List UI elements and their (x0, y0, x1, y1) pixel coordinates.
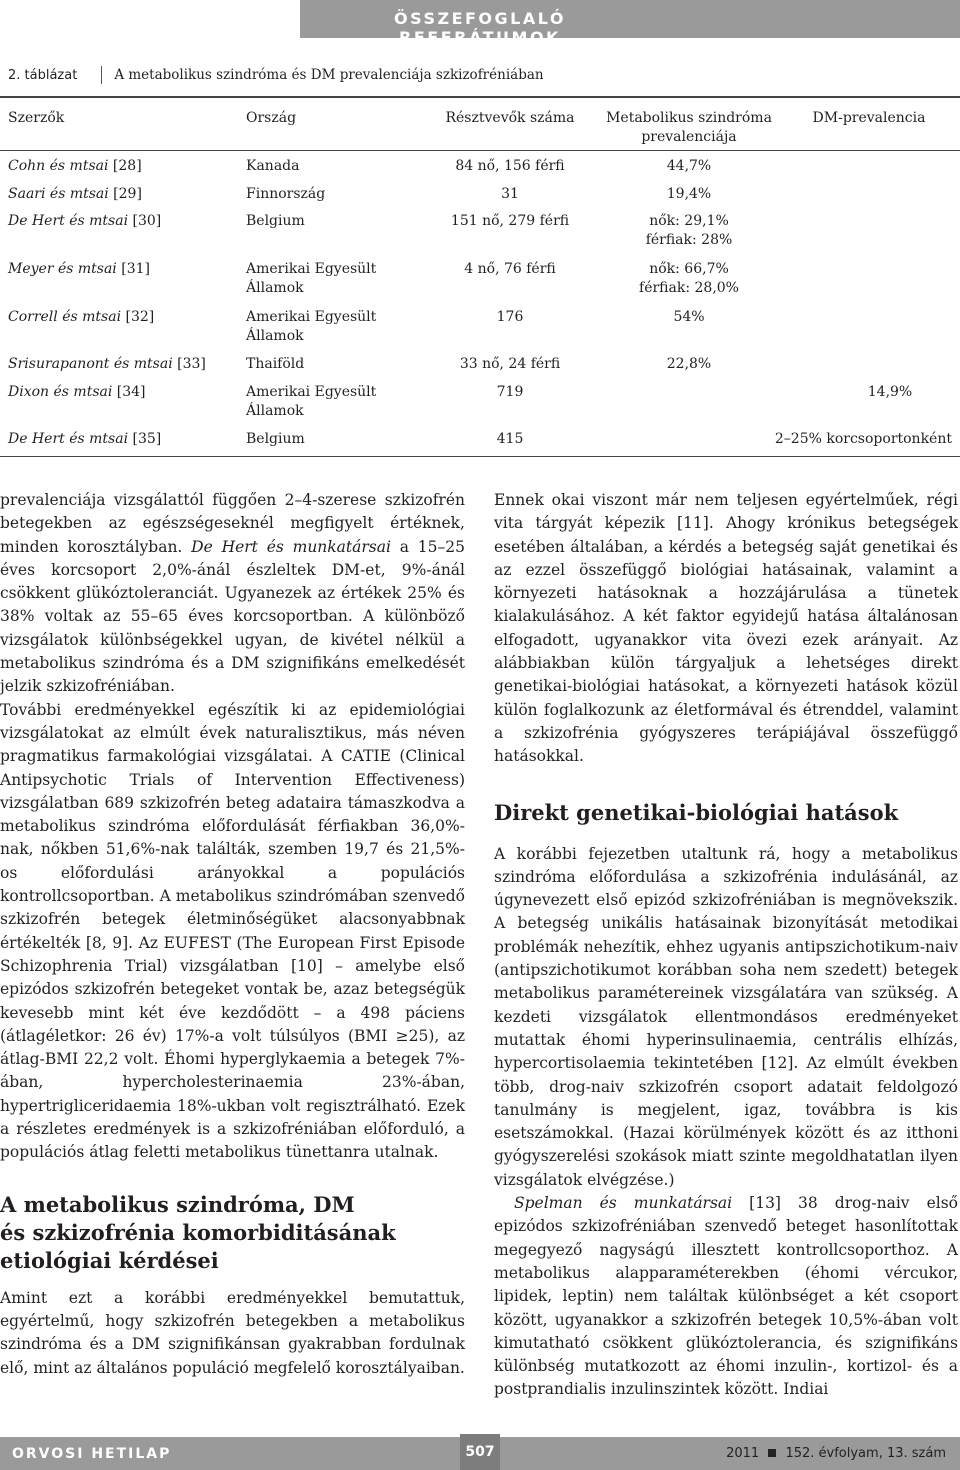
col-header-participants: Résztvevők száma (445, 110, 575, 126)
left-heading: A metabolikus szindróma, DM és szkizofrénia komorbiditásának etiológiai kérdései (0, 1191, 396, 1273)
table-cell-participants: 151 nő, 279 férfi (450, 213, 570, 229)
table-title: A metabolikus szindróma és DM prevalenciája szkizofréniában (114, 67, 544, 83)
table-top-rule (0, 96, 960, 98)
table-cell-participants: 84 nő, 156 férfi (455, 158, 565, 174)
caption-divider (101, 66, 102, 84)
table-cell-author: Cohn és mtsai [28] (8, 158, 142, 174)
table-cell-country: Kanada (246, 158, 300, 174)
table-cell-country-line2: Államok (246, 328, 304, 344)
table-cell-ms: nők: 66,7% (649, 261, 729, 277)
table-bottom-rule (0, 456, 960, 457)
table-cell-author: Meyer és mtsai [31] (8, 261, 150, 277)
table-cell-participants: 719 (496, 384, 524, 400)
left-paragraph-2: További eredményekkel egészítik ki az epidemiológiai vizsgálatokat az elmúlt évek naturalisztikus, más néven pragmatikus farmakológiai vizsgálatai. A CATIE (Clinical Antipsychotic Trials of Intervention Effectiveness) vizsgálatban 689 szkizofrén beteg adataira támaszkodva a metabolikus szindróma előfordulását férfiakban 36,0%-nak, nőkben 51,6%-nak találták, szemben 19,7 és 21,5%-os előfordulási arányokkal a populációs kontrollcsoportban. A metabolikus szindrómában szenvedő szkizofrén betegek életminőségüket alacsonyabbnak értékelték [8, 9]. Az EUFEST (The European First Episode Schizophrenia Trial) vizsgálatban [10] – amelybe első epizódos szkizofrén betegeket vontak be, azaz betegségük kevesebb mint két éve kezdődött – a 498 páciens (átlagéletkor: 26 év) 17%-a volt túlsúlyos (BMI ≥25), az átlag-BMI 22,2 volt. Éhomi hyperglykaemia a betegek 7%-ában, hypercholesterinaemia 23%-ában, hypertrigliceridaemia 18%-ukban volt regisztrálható. Ezek a részletes eredmények is a szkizofréniában előforduló, a populációs átlag feletti metabolikus tünettanra utalnak. (0, 700, 465, 1162)
table-cell-country: Belgium (246, 213, 305, 229)
table-cell-country-line2: Államok (246, 280, 304, 296)
table-cell-ms: 54% (673, 309, 705, 325)
col-header-ms-line2: prevalenciája (641, 129, 737, 145)
table-cell-participants: 4 nő, 76 férfi (464, 261, 556, 277)
issue-info: 2011 152. évfolyam, 13. szám (726, 1446, 946, 1461)
col-header-country: Ország (246, 110, 297, 126)
table-cell-ms: 22,8% (666, 356, 712, 372)
table-cell-ms-line2: férfiak: 28,0% (639, 280, 739, 296)
left-paragraph-1: prevalenciája vizsgálattól függően 2–4-szerese szkizofrén betegekben az egészségeseknél megfigyelt értéknek, minden korosztályban. De Hert és munkatársai a 15–25 éves korcsoport 2,0%-ánál észleltek DM-et, 9%-ánál csökkent glükóztoleranciát. Ugyanezek az értékek 25% és 38% voltak az 55–65 éves korcsoportban. A különböző vizsgálatok különbségekkel ugyan, de kivétel nélkül a metabolikus szindróma és a DM szignifikáns emelkedését jelzik szkizofréniában. (0, 491, 466, 696)
table-cell-participants: 415 (496, 431, 524, 447)
col-header-dm: DM-prevalencia (812, 110, 926, 126)
col-header-authors: Szerzők (8, 110, 65, 126)
table-cell-author: Dixon és mtsai [34] (8, 384, 146, 400)
table-cell-author: De Hert és mtsai [35] (8, 431, 162, 447)
table-cell-participants: 31 (501, 186, 519, 202)
table-caption (8, 66, 544, 84)
right-heading: Direkt genetikai-biológiai hatások (494, 799, 899, 825)
table-cell-country: Amerikai Egyesült (246, 261, 377, 277)
table-cell-ms: nők: 29,1% (649, 213, 729, 229)
table-cell-ms: 44,7% (666, 158, 712, 174)
table-cell-author: De Hert és mtsai [30] (8, 213, 162, 229)
table-cell-author: Saari és mtsai [29] (8, 186, 142, 202)
table-cell-country: Belgium (246, 431, 305, 447)
table-cell-country: Amerikai Egyesült (246, 309, 377, 325)
section-title: ÖSSZEFOGLALÓ REFERÁTUMOK (394, 9, 566, 47)
col-header-ms-line1: Metabolikus szindróma (606, 110, 772, 126)
table-cell-country: Finnország (246, 186, 326, 202)
table-cell-country: Amerikai Egyesült (246, 384, 377, 400)
journal-name: ORVOSI HETILAP (12, 1446, 172, 1462)
right-column (494, 489, 958, 1402)
table-cell-dm: 2–25% korcsoportonként (774, 431, 952, 447)
table-cell-participants: 33 nő, 24 férfi (459, 356, 561, 372)
right-paragraph-3: Spelman és munkatársai [13] 38 drog-naiv első epizódos szkizofréniában szenvedő beteget hasonlítottak megegyező nagyságú illesztett kontrollcsoporthoz. A metabolikus alapparaméterekben (éhomi vércukor, lipidek, leptin) nem találtak különbséget a két csoport között, ugyanakkor a szkizofrén betegek 10,5%-ában volt kimutatható csökkent glükóztolerancia, és szignifikáns különbség mutatkozott az éhomi inzulin-, kortizol- és a postprandialis inzulinszintek között. Indiai (494, 1194, 958, 1399)
table-cell-country: Thaiföld (246, 356, 305, 372)
table-header-rule (0, 150, 960, 151)
table-cell-author: Correll és mtsai [32] (8, 309, 155, 325)
table-cell-ms: 19,4% (666, 186, 712, 202)
page-number: 507 (465, 1444, 495, 1460)
table-cell-dm: 14,9% (867, 384, 913, 400)
right-paragraph-1: Ennek okai viszont már nem teljesen egyértelműek, régi vita tárgyát képezik [11]. Ahogy krónikus betegségek esetében általában, a kérdés a betegség saját genetikai és az ezzel összefüggő biológiai hatásainak, valamint a környezeti hatásoknak a hozzájárulása a tünetek kialakulásához. A két faktor egyidejű hatása általánosan elfogadott, ugyanakkor vita övezi ezek arányait. Az alábbiakban külön tárgyaljuk a lehetséges direkt genetikai-biológiai hatásokat, a környezeti hatások közül külön foglalkozunk az életformával és étrenddel, valamint a szkizofrénia gyógyszeres terápiájával összefüggő hatásokkal. (494, 491, 958, 766)
left-column (0, 489, 465, 1380)
table-cell-participants: 176 (496, 309, 524, 325)
table-cell-author: Srisurapanont és mtsai [33] (8, 356, 206, 372)
left-paragraph-3: Amint ezt a korábbi eredményekkel bemutattuk, egyértelmű, hogy szkizofrén betegekben a metabolikus szindróma és a DM szignifikánsan gyakrabban fordulnak elő, mint az általános populáció megfelelő korosztályaiban. (0, 1288, 465, 1377)
table-cell-country-line2: Államok (246, 403, 304, 419)
table-number: 2. táblázat (8, 67, 78, 83)
table-cell-ms-line2: férfiak: 28% (645, 232, 733, 248)
col-header-ms (600, 109, 778, 147)
square-bullet-icon (768, 1449, 776, 1457)
right-paragraph-2: A korábbi fejezetben utaltunk rá, hogy a metabolikus szindróma előfordulása a szkizofrénia indulásánál, az úgynevezett első epizód szkizofréniában is megnövekszik. A betegség unikális hatásainak bizonyítását metodikai problémák nehezítik, ehhez ugyanis antipszichotikum-naiv (antipszichotikumot korábban soha nem szedett) betegek metabolikus paramétereinek vizsgálatára van szükség. A kezdeti vizsgálatok ellentmondásos eredményeket mutattak éhomi hyperinsulinaemia, centrális elhízás, hypercortisolaemia tekintetében [12]. Az elmúlt években több, drog-naiv szkizofrén csoport adatait feldolgozó tanulmány is megjelent, igaz, továbbra is kis esetszámokkal. (Hazai körülmények között és az itthoni gyógyszerelési szokások miatt szinte megoldhatatlan ilyen vizsgálatok elvégzése.) (494, 844, 958, 1189)
